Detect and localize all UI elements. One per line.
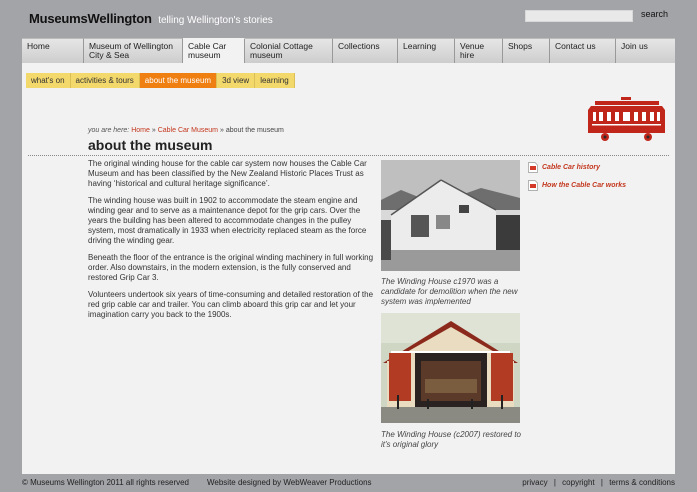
subnav-3d-view[interactable]: 3d view [217,73,255,88]
breadcrumb-current: about the museum [225,127,284,134]
breadcrumb-separator: » [219,127,224,134]
article-body [88,159,374,327]
nav-item-cable-car-museum[interactable]: Cable Car museum [183,38,245,68]
main-nav [22,38,675,63]
site-brand[interactable] [29,10,273,28]
nav-item-home[interactable]: Home [22,38,84,63]
winding-house-1970-photo [381,160,520,271]
nav-item-museum-of-wellington[interactable]: Museum of Wellington City & Sea [84,38,183,63]
sub-nav [26,73,295,88]
footer-separator: | [553,478,556,487]
breadcrumb-separator: » [151,127,156,134]
search-button[interactable]: search [641,9,669,19]
pdf-icon [528,162,538,173]
breadcrumb-section-link[interactable]: Cable Car Museum [157,127,219,134]
article-paragraph: Volunteers undertook six years of time-consuming and detailed restoration of the red grip cable car and trailer. You can climb aboard this grip car and let your imagination carry you back to the 1900s. [88,290,374,319]
nav-item-venue-hire[interactable]: Venue hire [455,38,503,63]
subnav-whats-on[interactable]: what's on [26,73,71,88]
footer-copyright: © Museums Wellington 2011 all rights reserved [22,478,190,487]
photo-caption: The Winding House c1970 was a candidate for demolition when the new system was implemented [381,277,518,306]
nav-item-shops[interactable]: Shops [503,38,550,63]
how-cable-car-works-link[interactable] [528,180,626,191]
article-paragraph: Beneath the floor of the entrance is the original winding machinery in full working order. Also downstairs, in the modern extension, is the fully conserved and restored Grip Car 3. [88,253,374,282]
cable-car-logo [587,97,666,143]
footer-separator: | [600,478,603,487]
article-paragraph: The original winding house for the cable car system now houses the Cable Car Museum and has been classified by the New Zealand Historic Places Trust as having ‘historical and cultural heritage significance’. [88,159,367,188]
breadcrumb [88,127,284,134]
article-paragraph: The winding house was built in 1902 to accommodate the steam engine and winding gear and to serve as a maintenance depot for the grip cars. Over the years the building has been altered to accommodate changes in the pulley system, most dramatically in 1933 when electricity replaced steam as the force driving the winding gear. [88,196,367,245]
page-title: about the museum [88,137,213,153]
sidebar-link-label[interactable]: Cable Car history [542,164,600,171]
nav-item-learning[interactable]: Learning [398,38,455,63]
brand-tagline: telling Wellington's stories [158,15,273,26]
brand-name[interactable]: MuseumsWellington [29,11,152,26]
footer-links [522,478,675,487]
nav-item-join-us[interactable]: Join us [616,38,675,63]
subnav-about-the-museum[interactable]: about the museum [140,73,217,88]
pdf-icon [528,180,538,191]
nav-item-colonial-cottage[interactable]: Colonial Cottage museum [245,38,333,63]
subnav-learning[interactable]: learning [255,73,294,88]
nav-item-collections[interactable]: Collections [333,38,398,63]
footer-privacy-link[interactable]: privacy [522,478,548,487]
cable-car-history-link[interactable] [528,162,600,173]
subnav-activities-tours[interactable]: activities & tours [71,73,140,88]
footer-terms-link[interactable]: terms & conditions [609,478,675,487]
search-input[interactable] [525,10,633,22]
winding-house-2007-photo [381,313,520,423]
breadcrumb-prefix: you are here: [88,127,130,134]
footer-designer-credit[interactable]: Website designed by WebWeaver Productions [207,478,372,487]
sidebar-link-label[interactable]: How the Cable Car works [542,182,627,189]
photo-caption: The Winding House (c2007) restored to it's original glory [381,430,521,449]
nav-item-contact-us[interactable]: Contact us [550,38,616,63]
breadcrumb-home-link[interactable]: Home [131,127,150,134]
title-divider [28,155,669,156]
footer-copyright-link[interactable]: copyright [562,478,595,487]
